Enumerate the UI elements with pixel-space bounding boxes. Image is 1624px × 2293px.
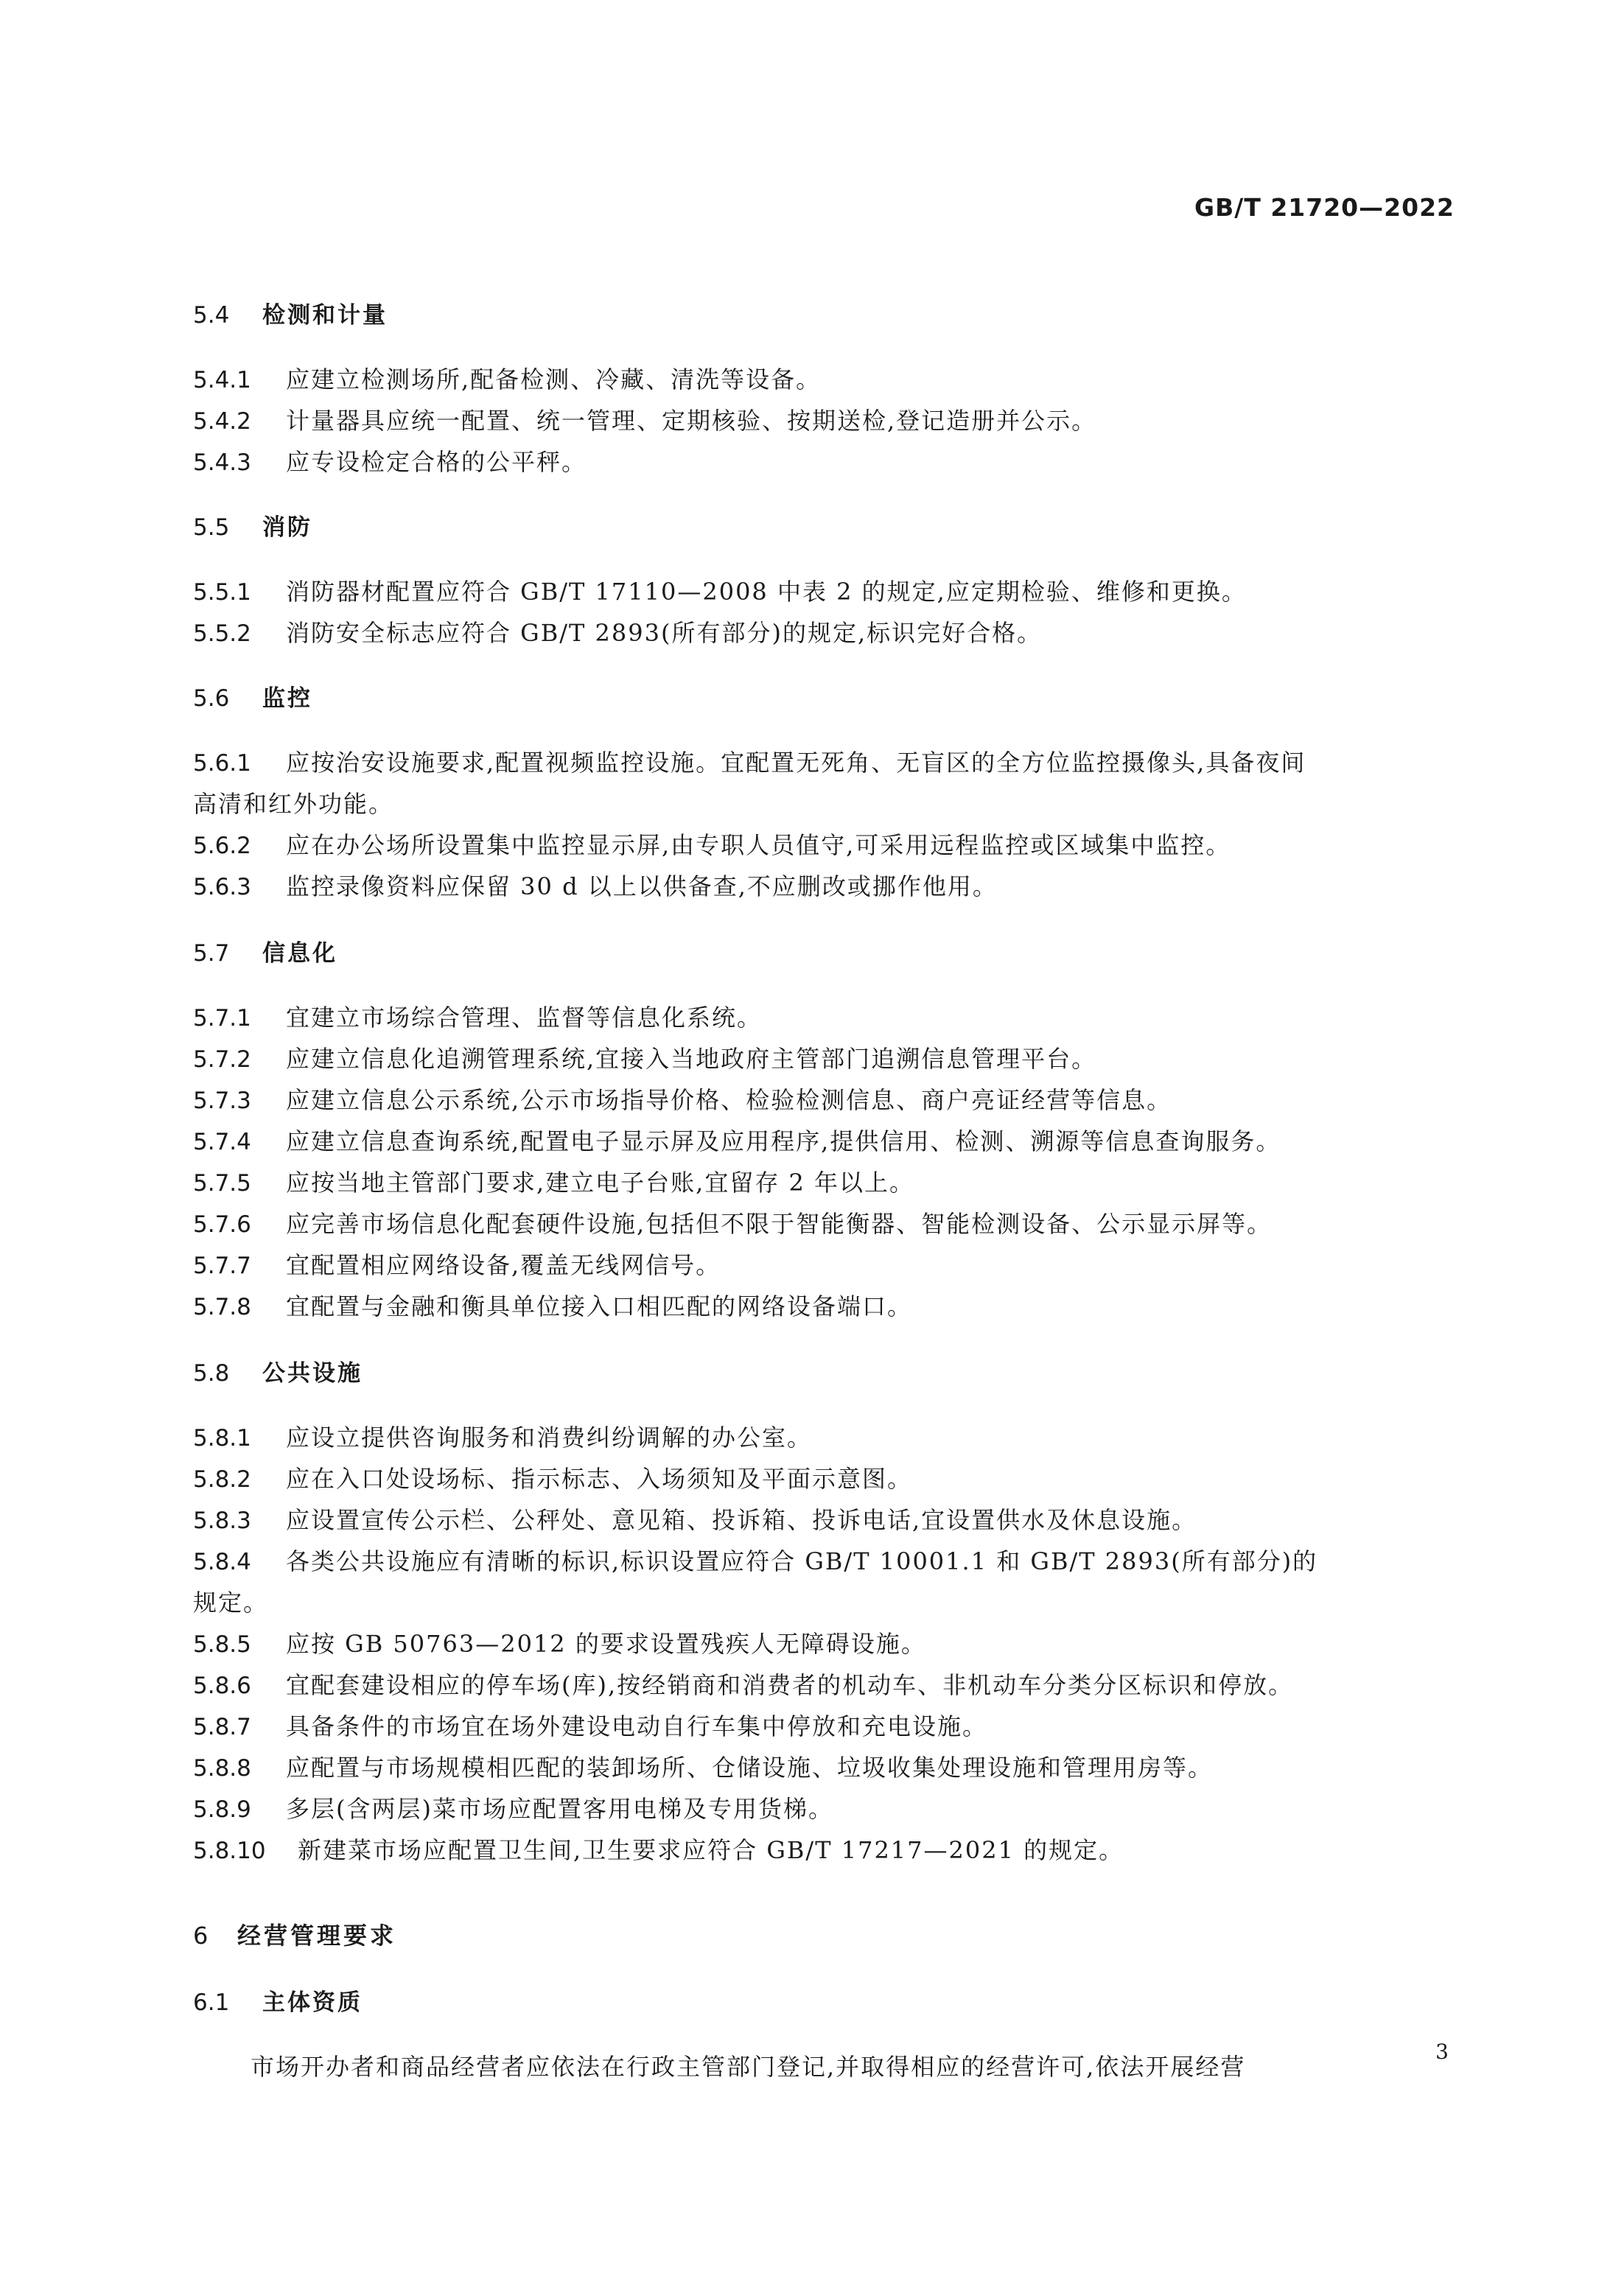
clause-text: 应在办公场所设置集中监控显示屏,由专职人员值守,可采用远程监控或区域集中监控。	[286, 831, 1231, 859]
section-number: 5.6	[193, 685, 230, 712]
clause-text: 宜配套建设相应的停车场(库),按经销商和消费者的机动车、非机动车分类分区标识和停放。	[286, 1671, 1294, 1699]
clause-number: 5.6.2	[193, 833, 251, 859]
clause-number: 5.7.2	[193, 1046, 251, 1073]
clause-text: 应建立检测场所,配备检测、冷藏、清洗等设备。	[286, 365, 822, 393]
clause-text: 应完善市场信息化配套硬件设施,包括但不限于智能衡器、智能检测设备、公示显示屏等。	[286, 1210, 1273, 1238]
clause-text: 应在入口处设场标、指示标志、入场须知及平面示意图。	[286, 1465, 913, 1493]
clause-text: 应专设检定合格的公平秤。	[286, 448, 587, 476]
clause-5-7-6	[193, 1205, 1272, 1239]
clause-5-4-3	[193, 444, 587, 477]
clause-5-8-9	[193, 1790, 833, 1824]
chapter-title: 经营管理要求	[237, 1922, 397, 1950]
section-title: 检测和计量	[262, 302, 388, 329]
clause-text: 计量器具应统一配置、统一管理、定期核验、按期送检,登记造册并公示。	[286, 407, 1097, 435]
clause-5-8-7	[193, 1708, 987, 1742]
clause-number: 5.8.3	[193, 1508, 251, 1534]
section-number: 5.7	[193, 940, 230, 967]
clause-number: 5.8.8	[193, 1755, 251, 1782]
clause-5-6-1	[193, 744, 1306, 778]
clause-text: 宜配置与金融和衡具单位接入口相匹配的网络设备端口。	[286, 1292, 913, 1320]
clause-number: 5.8.5	[193, 1631, 251, 1658]
clause-5-6-3	[193, 868, 998, 902]
clause-number: 5.7.6	[193, 1211, 251, 1238]
clause-number: 5.7.5	[193, 1170, 251, 1197]
clause-5-8-10	[193, 1832, 1124, 1866]
clause-continuation: 高清和红外功能。	[193, 790, 394, 818]
clause-5-7-8	[193, 1288, 912, 1322]
section-title: 公共设施	[262, 1360, 363, 1387]
clause-number: 5.6.3	[193, 874, 251, 900]
clause-number: 5.4.3	[193, 449, 251, 476]
section-heading-5-7	[193, 934, 337, 967]
clause-5-4-2	[193, 402, 1096, 436]
clause-5-7-2	[193, 1040, 1096, 1074]
clause-5-5-1	[193, 573, 1247, 607]
clause-text: 应建立信息查询系统,配置电子显示屏及应用程序,提供信用、检测、溯源等信息查询服务。	[286, 1127, 1281, 1155]
chapter-heading-6	[193, 1917, 396, 1951]
clause-text: 应设置宣传公示栏、公秤处、意见箱、投诉箱、投诉电话,宜设置供水及休息设施。	[286, 1506, 1197, 1534]
section-number: 5.4	[193, 302, 230, 329]
clause-text: 应设立提供咨询服务和消费纠纷调解的办公室。	[286, 1424, 813, 1452]
clause-5-8-8	[193, 1749, 1213, 1783]
clause-5-8-2	[193, 1460, 912, 1494]
chapter-number: 6	[193, 1922, 209, 1950]
section-heading-5-6	[193, 679, 312, 713]
clause-number: 5.7.8	[193, 1294, 251, 1320]
clause-text: 各类公共设施应有清晰的标识,标识设置应符合 GB/T 10001.1 和 GB/T 2893(所有部分)的	[286, 1547, 1318, 1575]
clause-number: 5.8.4	[193, 1549, 251, 1575]
clause-number: 5.7.4	[193, 1129, 251, 1155]
document-code: GB/T 21720—2022	[1194, 193, 1455, 222]
clause-number: 5.7.3	[193, 1088, 251, 1114]
clause-number: 5.8.7	[193, 1714, 251, 1740]
section-heading-5-5	[193, 508, 312, 542]
clause-text: 应建立信息化追溯管理系统,宜接入当地政府主管部门追溯信息管理平台。	[286, 1045, 1097, 1073]
clause-number: 5.8.1	[193, 1425, 251, 1452]
clause-text: 监控录像资料应保留 30 d 以上以供备查,不应删改或挪作他用。	[286, 872, 998, 900]
section-heading-5-8	[193, 1354, 363, 1387]
section-title: 主体资质	[262, 1989, 363, 2016]
paragraph-text: 市场开办者和商品经营者应依法在行政主管部门登记,并取得相应的经营许可,依法开展经营	[251, 2053, 1246, 2081]
clause-continuation: 规定。	[193, 1589, 269, 1617]
section-title: 消防	[262, 514, 312, 541]
clause-text: 应建立信息公示系统,公示市场指导价格、检验检测信息、商户亮证经营等信息。	[286, 1086, 1172, 1114]
clause-5-7-7	[193, 1247, 721, 1281]
section-title: 信息化	[262, 940, 337, 967]
clause-text: 新建菜市场应配置卫生间,卫生要求应符合 GB/T 17217—2021 的规定。	[298, 1836, 1124, 1864]
clause-number: 5.6.1	[193, 750, 251, 777]
section-number: 5.5	[193, 514, 230, 541]
clause-text: 应按当地主管部门要求,建立电子台账,宜留存 2 年以上。	[286, 1169, 915, 1197]
clause-number: 5.8.10	[193, 1838, 266, 1864]
clause-number: 5.8.9	[193, 1796, 251, 1823]
section-heading-6-1	[193, 1984, 363, 2017]
section-number: 5.8	[193, 1360, 230, 1387]
clause-5-8-1	[193, 1419, 812, 1453]
clause-text: 消防安全标志应符合 GB/T 2893(所有部分)的规定,标识完好合格。	[286, 619, 1043, 647]
section-title: 监控	[262, 685, 312, 712]
clause-5-6-2	[193, 827, 1231, 861]
page-number: 3	[1435, 2040, 1449, 2064]
clause-text: 多层(含两层)菜市场应配置客用电梯及专用货梯。	[286, 1795, 833, 1823]
clause-5-4-1	[193, 361, 821, 395]
clause-5-8-5	[193, 1625, 926, 1659]
clause-5-8-4	[193, 1543, 1317, 1577]
clause-text: 应按治安设施要求,配置视频监控设施。宜配置无死角、无盲区的全方位监控摄像头,具备夜间	[286, 749, 1306, 777]
clause-5-7-5	[193, 1164, 914, 1198]
section-heading-5-4	[193, 296, 388, 329]
clause-number: 5.8.2	[193, 1466, 251, 1493]
section-number: 6.1	[193, 1989, 230, 2016]
clause-number: 5.5.2	[193, 620, 251, 647]
clause-5-7-1	[193, 999, 762, 1033]
clause-5-7-3	[193, 1082, 1172, 1116]
clause-number: 5.4.2	[193, 408, 251, 435]
clause-number: 5.8.6	[193, 1673, 251, 1699]
clause-text: 宜配置相应网络设备,覆盖无线网信号。	[286, 1251, 721, 1279]
clause-text: 应配置与市场规模相匹配的装卸场所、仓储设施、垃圾收集处理设施和管理用房等。	[286, 1754, 1214, 1782]
clause-text: 应按 GB 50763—2012 的要求设置残疾人无障碍设施。	[286, 1630, 926, 1658]
clause-5-5-2	[193, 615, 1042, 648]
clause-number: 5.4.1	[193, 367, 251, 393]
clause-number: 5.7.7	[193, 1253, 251, 1279]
clause-5-7-4	[193, 1123, 1281, 1157]
clause-number: 5.7.1	[193, 1005, 251, 1032]
clause-5-8-6	[193, 1667, 1293, 1701]
clause-text: 宜建立市场综合管理、监督等信息化系统。	[286, 1004, 763, 1032]
clause-text: 消防器材配置应符合 GB/T 17110—2008 中表 2 的规定,应定期检验、维修和更换。	[286, 578, 1247, 606]
clause-text: 具备条件的市场宜在场外建设电动自行车集中停放和充电设施。	[286, 1712, 988, 1740]
clause-5-8-3	[193, 1502, 1197, 1536]
clause-number: 5.5.1	[193, 579, 251, 606]
